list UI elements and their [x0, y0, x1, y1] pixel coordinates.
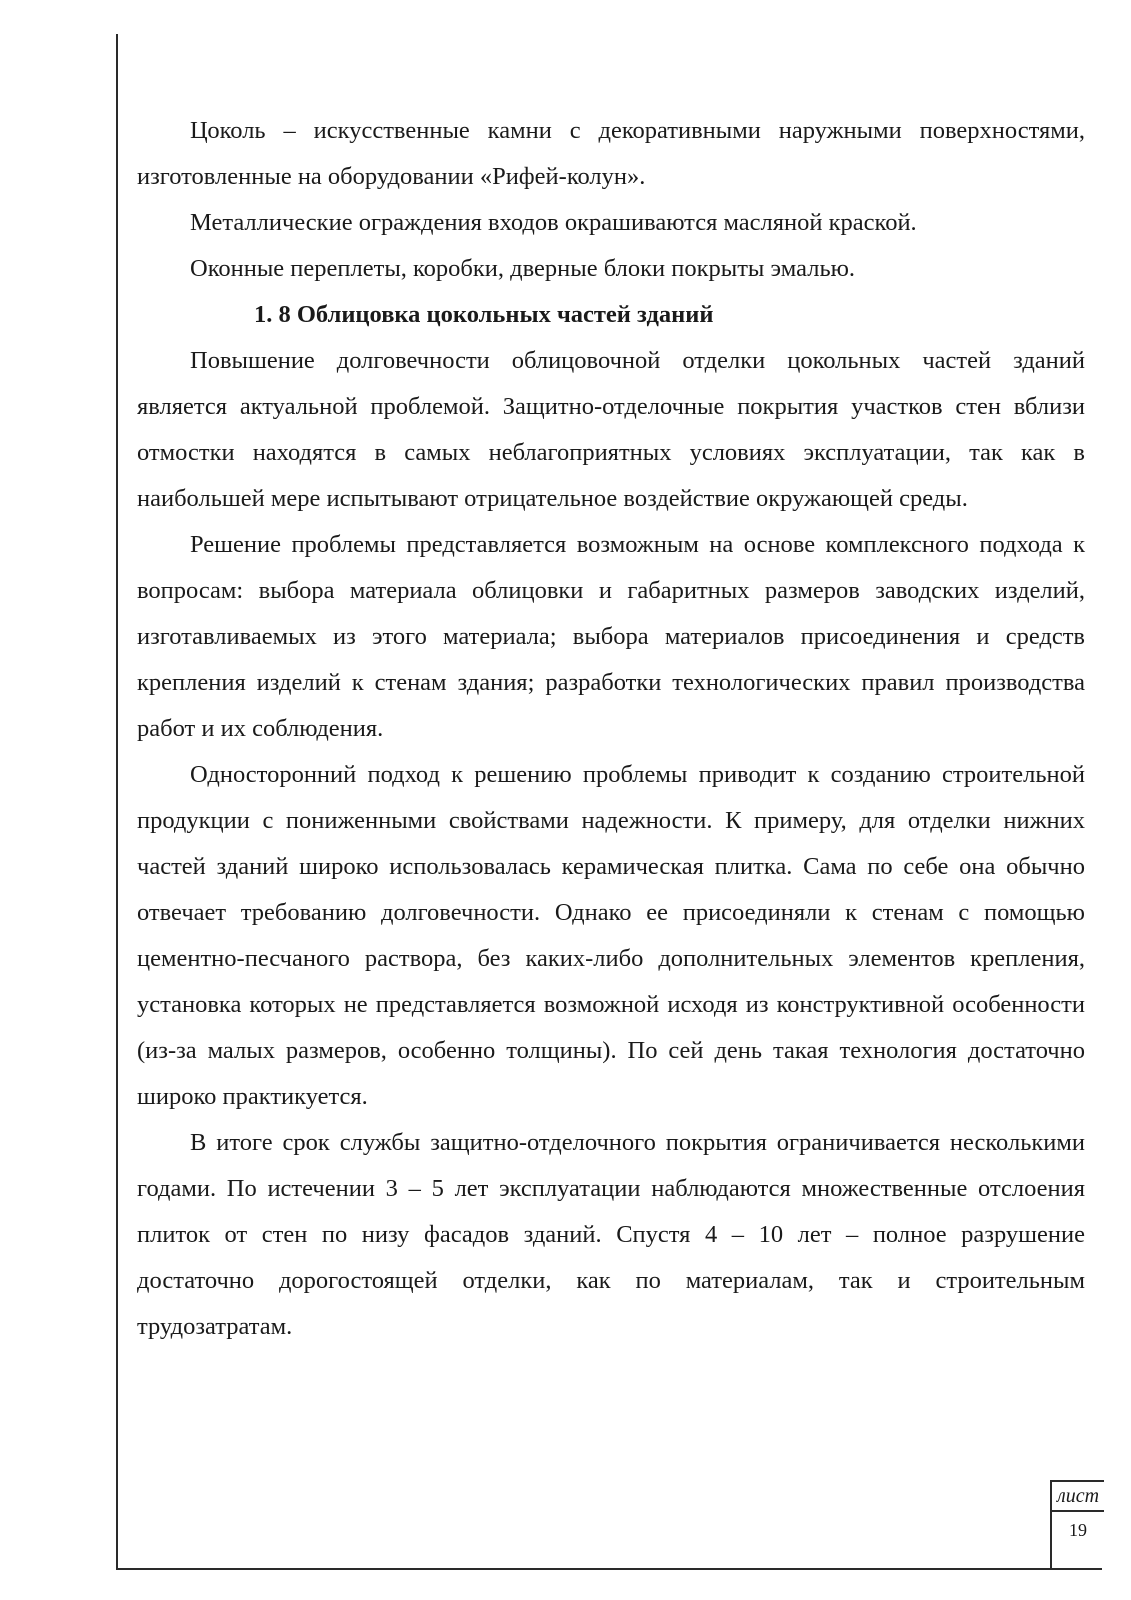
frame-left-border	[116, 34, 118, 1570]
paragraph-window-frames: Оконные переплеты, коробки, дверные блоки покрыты эмалью.	[190, 255, 856, 282]
page-number: 19	[1069, 1520, 1087, 1540]
sheet-stamp	[1050, 1480, 1104, 1568]
paragraph-service-life: В итоге срок службы защитно-отделочного покрытия ограничивается несколькими годами. По истечении 3 – 5 лет эксплуатации наблюдаются множественные отслоения плиток от стен по низу фасадов зданий. Спустя 4 – 10 лет – полное разрушение достаточно дорогостоящей отделки, как по материалам, так и строительным трудозатратам.	[137, 1129, 1085, 1340]
paragraph-metal-fencing: Металлические ограждения входов окрашиваются масляной краской.	[190, 209, 917, 236]
section-heading: 1. 8 Облицовка цокольных частей зданий	[254, 301, 714, 328]
paragraph-durability: Повышение долговечности облицовочной отделки цокольных частей зданий является актуальной проблемой. Защитно-отделочные покрытия участков стен вблизи отмостки находятся в самых неблагоприятных условиях эксплуатации, так как в наибольшей мере испытывают отрицательное воздействие окружающей среды.	[137, 347, 1085, 512]
document-body	[137, 108, 1085, 1350]
paragraph-solution: Решение проблемы представляется возможным на основе комплексного подхода к вопросам: выбора материала облицовки и габаритных размеров заводских изделий, изготавливаемых из этого материала; выбора материалов присоединения и средств крепления изделий к стенам здания; разработки технологических правил производства работ и их соблюдения.	[137, 531, 1085, 742]
paragraph-plinth: Цоколь – искусственные камни с декоративными наружными поверхностями, изготовленные на оборудовании «Рифей-колун».	[137, 117, 1085, 190]
frame-bottom-border	[116, 1568, 1102, 1570]
paragraph-one-sided-approach: Односторонний подход к решению проблемы приводит к созданию строительной продукции с пониженными свойствами надежности. К примеру, для отделки нижних частей зданий широко использовалась керамическая плитка. Сама по себе она обычно отвечает требованию долговечности. Однако ее присоединяли к стенам с помощью цементно-песчаного раствора, без каких-либо дополнительных элементов крепления, установка которых не представляется возможной исходя из конструктивной особенности (из-за малых размеров, особенно толщины). По сей день такая технология достаточно широко практикуется.	[137, 761, 1085, 1110]
sheet-label: лист	[1052, 1480, 1104, 1512]
